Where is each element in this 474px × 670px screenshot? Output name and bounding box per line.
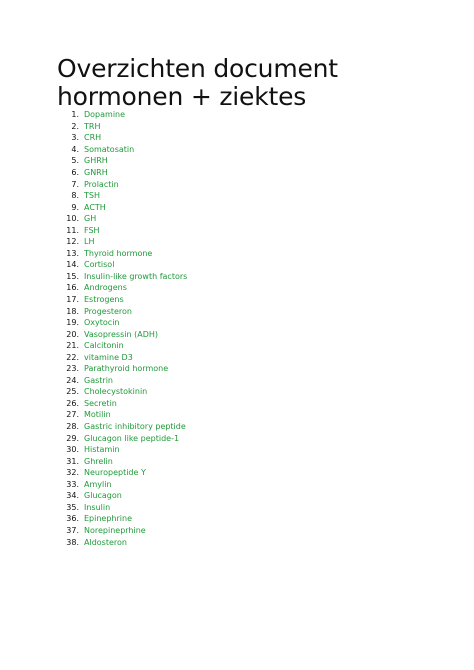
list-item	[0, 305, 474, 317]
hormone-link[interactable]: Aldosteron	[84, 537, 127, 547]
list-item-number: 14.	[66, 260, 79, 270]
list-item-number: 10.	[66, 214, 79, 224]
hormone-link[interactable]: GNRH	[84, 168, 108, 177]
list-item	[0, 351, 474, 363]
list-item	[0, 155, 474, 167]
hormone-link[interactable]: vitamine D3	[84, 352, 133, 362]
list-item	[0, 248, 474, 260]
hormone-link[interactable]: Progesteron	[84, 306, 132, 316]
list-item-number: 2.	[71, 121, 79, 131]
list-item-number: 33.	[66, 479, 79, 489]
list-item-number: 11.	[66, 225, 79, 235]
list-item	[0, 525, 474, 537]
hormone-link[interactable]: ACTH	[84, 202, 106, 212]
hormone-link[interactable]: Insulin-like growth factors	[84, 271, 188, 281]
hormone-list	[0, 109, 474, 548]
hormone-link[interactable]: Glucagon like peptide-1	[84, 433, 180, 443]
list-item-number: 19.	[66, 318, 79, 328]
title-line-1: Overzichten document	[57, 54, 338, 83]
list-item	[0, 121, 474, 133]
list-item-number: 21.	[66, 341, 79, 351]
hormone-link[interactable]: Oxytocin	[84, 318, 120, 328]
hormone-link[interactable]: Estrogens	[84, 295, 124, 305]
list-item-number: 1.	[71, 110, 79, 120]
list-item-number: 23.	[66, 364, 79, 374]
list-item-number: 18.	[66, 306, 79, 316]
list-item	[0, 167, 474, 179]
list-item	[0, 363, 474, 375]
hormone-link[interactable]: Gastrin	[84, 375, 113, 385]
list-item	[0, 317, 474, 329]
list-item	[0, 502, 474, 514]
list-item	[0, 109, 474, 121]
hormone-link[interactable]: Neuropeptide Y	[84, 468, 146, 478]
list-item-number: 35.	[66, 502, 79, 512]
list-item-number: 25.	[66, 387, 79, 397]
list-item-number: 8.	[71, 191, 79, 201]
list-item	[0, 421, 474, 433]
list-item-number: 6.	[71, 168, 79, 177]
hormone-link[interactable]: GH	[84, 214, 97, 224]
list-item	[0, 132, 474, 144]
list-item	[0, 213, 474, 225]
list-item	[0, 398, 474, 410]
list-item	[0, 479, 474, 491]
list-item	[0, 467, 474, 479]
list-item	[0, 490, 474, 502]
list-item-number: 34.	[66, 491, 79, 501]
list-item-number: 29.	[66, 433, 79, 443]
list-item-number: 22.	[66, 352, 79, 362]
list-item-number: 5.	[71, 156, 79, 166]
hormone-link[interactable]: Ghrelin	[84, 456, 113, 466]
list-item-number: 26.	[66, 398, 79, 408]
list-item	[0, 444, 474, 456]
list-item-number: 27.	[66, 410, 79, 420]
list-item-number: 13.	[66, 248, 79, 258]
hormone-link[interactable]: Cholecystokinin	[84, 387, 148, 397]
hormone-link[interactable]: GHRH	[84, 156, 108, 166]
list-item	[0, 375, 474, 387]
hormone-link[interactable]: Dopamine	[84, 110, 126, 120]
list-item-number: 28.	[66, 422, 79, 432]
list-item-number: 9.	[71, 202, 79, 212]
hormone-link[interactable]: CRH	[84, 133, 102, 143]
list-item	[0, 178, 474, 190]
list-item	[0, 294, 474, 306]
list-item-number: 3.	[71, 133, 79, 143]
list-item	[0, 224, 474, 236]
title-line-2: hormonen + ziektes	[57, 82, 307, 111]
list-item	[0, 455, 474, 467]
list-item	[0, 536, 474, 548]
hormone-link[interactable]: Motilin	[84, 410, 111, 420]
list-item	[0, 386, 474, 398]
hormone-link[interactable]: Androgens	[84, 283, 127, 293]
hormone-link[interactable]: Cortisol	[84, 260, 115, 270]
list-item	[0, 513, 474, 525]
hormone-link[interactable]: Amylin	[84, 479, 112, 489]
list-item-number: 36.	[66, 514, 79, 524]
list-item	[0, 259, 474, 271]
hormone-link[interactable]: Thyroid hormone	[84, 248, 153, 258]
hormone-link[interactable]: Secretin	[84, 398, 117, 408]
page-title	[57, 55, 338, 111]
hormone-link[interactable]: FSH	[84, 225, 100, 235]
hormone-link[interactable]: TRH	[84, 121, 101, 131]
list-item-number: 16.	[66, 283, 79, 293]
list-item-number: 32.	[66, 468, 79, 478]
hormone-link[interactable]: Epinephrine	[84, 514, 132, 524]
list-item-number: 7.	[71, 179, 79, 189]
list-item-number: 12.	[66, 237, 79, 247]
list-item	[0, 340, 474, 352]
list-item-number: 20.	[66, 329, 79, 339]
hormone-link[interactable]: Vasopressin (ADH)	[84, 329, 158, 339]
list-item-number: 4.	[71, 144, 79, 154]
list-item	[0, 282, 474, 294]
list-item-number: 31.	[66, 456, 79, 466]
hormone-link[interactable]: Insulin	[84, 502, 111, 512]
list-item-number: 38.	[66, 537, 79, 547]
list-item	[0, 432, 474, 444]
list-item-number: 30.	[66, 445, 79, 455]
list-item	[0, 144, 474, 156]
list-item	[0, 271, 474, 283]
list-item	[0, 190, 474, 202]
list-item-number: 37.	[66, 525, 79, 535]
list-item	[0, 328, 474, 340]
hormone-link[interactable]: Prolactin	[84, 179, 119, 189]
list-item	[0, 409, 474, 421]
list-item-number: 15.	[66, 271, 79, 281]
list-item-number: 17.	[66, 295, 79, 305]
hormone-link[interactable]: Histamin	[84, 445, 120, 455]
hormone-link[interactable]: Norepineprhine	[84, 525, 146, 535]
hormone-link[interactable]: Glucagon	[84, 491, 122, 501]
list-item-number: 24.	[66, 375, 79, 385]
hormone-link[interactable]: Somatosatin	[84, 144, 135, 154]
hormone-link[interactable]: Gastric inhibitory peptide	[84, 422, 186, 432]
hormone-link[interactable]: LH	[84, 237, 95, 247]
hormone-link[interactable]: Parathyroid hormone	[84, 364, 169, 374]
hormone-link[interactable]: TSH	[84, 191, 100, 201]
list-item	[0, 236, 474, 248]
hormone-link[interactable]: Calcitonin	[84, 341, 124, 351]
list-item	[0, 201, 474, 213]
